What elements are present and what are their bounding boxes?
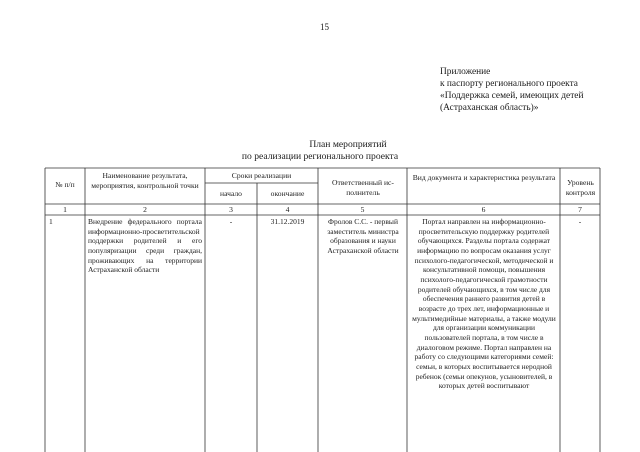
page-number: 15: [320, 22, 329, 32]
col-number: 4: [285, 205, 290, 214]
plan-title-line-1: План мероприятий: [309, 139, 387, 150]
header-end: окончание: [270, 189, 305, 198]
plan-title-line-2: по реализации регионального проекта: [241, 151, 399, 162]
row-end: 31.12.2019: [270, 217, 305, 226]
row-name: Внедрение федерального портала информационно-просветительской поддержки родителей и его популяризации среди граждан, проживающих на территории Астраханской области: [88, 217, 202, 275]
header-document: Вид документа и характеристика результата: [412, 173, 556, 182]
row-start: -: [229, 217, 233, 226]
row-document: Портал направлен на информационно-просветительскую поддержку родителей обучающихся. Разделы портала содержат информацию по вопросам оказания услуг психолого-педагогической, методической и консультативной помощи, повышения психолого-педагогической грамотности родителей обучающихся, в том числе для обеспечения раннего развития детей в возрасте до трех лет, информационные и мультимедийные материалы, а также модули для организации коммуникации пользователей портала, в том числе в диалоговом режиме. Портал направлен на работу со следующими категориями семей: семьи, в которых воспитывается неродной ребенок (семьи опекунов, усыновителей, в которых детей воспитывают: [412, 217, 556, 391]
appendix-line-1: Приложение: [440, 67, 491, 77]
row-control: -: [578, 217, 582, 226]
header-responsible: Ответственный ис-полнитель: [332, 178, 394, 197]
appendix-line-4: (Астраханская область)»: [440, 103, 539, 113]
header-num: № п/п: [55, 180, 75, 189]
header-name: Наименование результата, мероприятия, контрольной точки: [91, 171, 199, 190]
col-number: 2: [143, 205, 147, 214]
col-number: 3: [229, 205, 233, 214]
header-start: начало: [220, 189, 242, 198]
header-deadlines: Сроки реализации: [231, 171, 292, 180]
col-number: 5: [360, 205, 365, 214]
col-number: 7: [578, 205, 582, 214]
row-num: 1: [49, 217, 53, 226]
appendix-line-2: к паспорту регионального проекта: [440, 79, 578, 89]
header-control: Уровень контроля: [565, 178, 596, 197]
appendix-line-3: «Поддержка семей, имеющих детей: [440, 91, 584, 101]
col-number: 6: [481, 205, 486, 214]
col-number: 1: [63, 205, 67, 214]
row-responsible: Фролов С.С. - первый заместитель министра образования и науки Астраханской области: [327, 217, 399, 255]
